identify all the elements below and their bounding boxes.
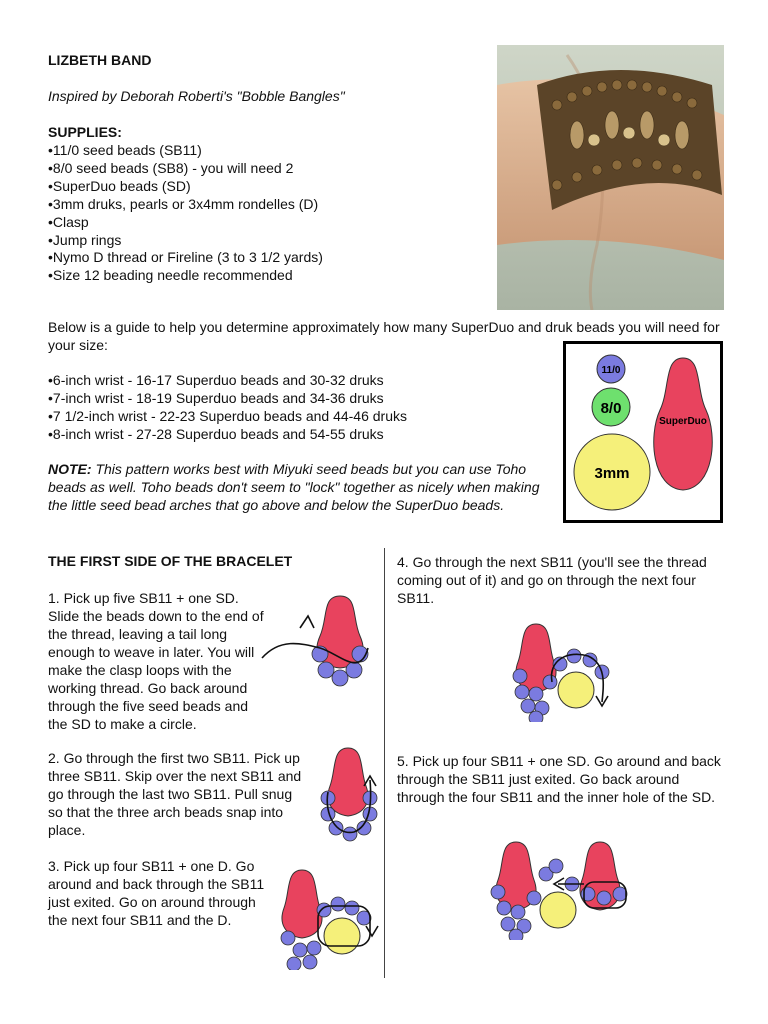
step-3-text: 3. Pick up four SB11 + one D. Go around and back through the SB11 just exited. Go on around through the next four SB11 and the D. [48, 858, 265, 928]
bead-legend [563, 341, 723, 523]
note-paragraph [48, 460, 548, 514]
list-item: • Jump rings [48, 232, 323, 250]
sb11-legend-label: 11/0 [601, 365, 621, 376]
sb8-legend-label: 8/0 [600, 400, 622, 417]
druk-legend-label: 3mm [594, 465, 630, 482]
step-4-diagram [508, 620, 618, 722]
step-1-diagram [260, 588, 380, 690]
supplies-heading: SUPPLIES: [48, 124, 122, 140]
note-label: NOTE: [48, 461, 92, 477]
step-5-diagram [488, 838, 638, 940]
step-2-diagram [314, 744, 384, 844]
list-item: • 8/0 seed beads (SB8) - you will need 2 [48, 160, 323, 178]
list-item: • 7 1/2-inch wrist - 22-23 Superduo beads and 44-46 druks [48, 408, 407, 426]
page-title: LIZBETH BAND [48, 52, 152, 68]
list-item: • Clasp [48, 214, 323, 232]
step-1-text: 1. Pick up five SB11 + one SD. Slide the beads down to the end of the thread, leaving a tail long enough to weave in later. You will make the clasp loops with the working thread. Go back around through the five seed beads and the SD to make a circle. [48, 590, 264, 732]
step-5-text: 5. Pick up four SB11 + one SD. Go around and back through the SB11 just exited. Go back around through the four SB11 and the inner hole of the SD. [397, 753, 721, 805]
bracelet-photo [497, 45, 724, 310]
step-5-block [397, 752, 722, 806]
list-item: • Size 12 beading needle recommended [48, 267, 323, 285]
superduo-legend-label: SuperDuo [659, 416, 707, 427]
list-item: • 8-inch wrist - 27-28 Superduo beads and 54-55 druks [48, 426, 407, 444]
column-divider [384, 548, 385, 978]
size-list [48, 372, 407, 444]
list-item: • 6-inch wrist - 16-17 Superduo beads and 30-32 druks [48, 372, 407, 390]
step-1-text-a [48, 589, 268, 733]
subtitle: Inspired by Deborah Roberti's "Bobble Bangles" [48, 88, 345, 104]
list-item: • 7-inch wrist - 18-19 Superduo beads and 34-36 druks [48, 390, 407, 408]
step-3-diagram [280, 866, 380, 970]
step-2-text: 2. Go through the first two SB11. Pick up three SB11. Skip over the next SB11 and go through the last two SB11. Pull snug so that the three arch beads snap into place. [48, 750, 302, 838]
step-4-text: 4. Go through the next SB11 (you'll see the thread coming out of it) and go on through the next four SB11. [397, 554, 707, 606]
step-3-block [48, 857, 270, 929]
note-text: This pattern works best with Miyuki seed beads but you can use Toho beads as well. Toho beads don't seem to "lock" together as nicely when making the little seed bead arches that go above and below the SuperDuo beads. [48, 461, 540, 513]
list-item: • 3mm druks, pearls or 3x4mm rondelles (D) [48, 196, 323, 214]
list-item: • SuperDuo beads (SD) [48, 178, 323, 196]
list-item: • Nymo D thread or Fireline (3 to 3 1/2 yards) [48, 249, 323, 267]
step-2-block [48, 749, 308, 839]
list-item: • 11/0 seed beads (SB11) [48, 142, 323, 160]
size-guide-intro: Below is a guide to help you determine approximately how many SuperDuo and druk beads you will need for your size: [48, 319, 720, 353]
supplies-list [48, 142, 323, 285]
step-4-block [397, 553, 717, 607]
section-heading: THE FIRST SIDE OF THE BRACELET [48, 553, 293, 569]
